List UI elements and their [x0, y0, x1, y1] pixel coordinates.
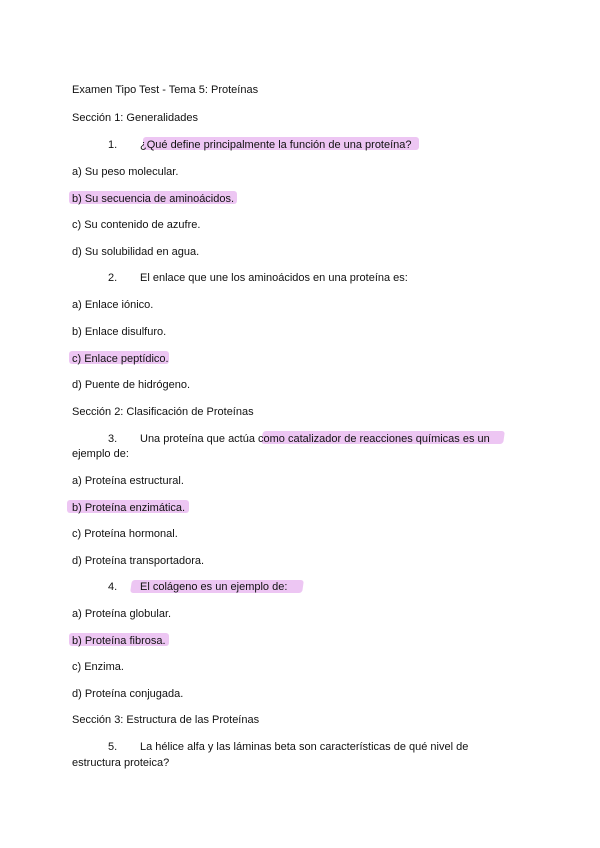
question-number: 5. — [108, 741, 118, 753]
section-heading: Sección 2: Clasificación de Proteínas — [72, 406, 254, 418]
question-5 — [108, 740, 468, 754]
question-text: ¿Qué define principalmente la función de una proteína? — [140, 139, 412, 151]
option: c) Enlace peptídico. — [72, 353, 169, 365]
question-number: 3. — [108, 433, 118, 445]
question-text: Una proteína que actúa como catalizador de reacciones químicas es un — [140, 433, 490, 445]
option: d) Proteína transportadora. — [72, 555, 205, 567]
question-text: La hélice alfa y las láminas beta son características de qué nivel de — [140, 741, 469, 753]
option: a) Enlace iónico. — [72, 299, 154, 311]
option: b) Su secuencia de aminoácidos. — [72, 193, 235, 205]
question-text: El enlace que une los aminoácidos en una proteína es: — [140, 272, 408, 284]
document-title: Examen Tipo Test - Tema 5: Proteínas — [72, 84, 259, 96]
option: c) Enzima. — [72, 661, 124, 673]
question-text-continued: estructura proteica? — [72, 757, 170, 769]
question-text: El colágeno es un ejemplo de: — [140, 581, 288, 593]
section-heading: Sección 3: Estructura de las Proteínas — [72, 714, 260, 726]
question-text-continued: ejemplo de: — [72, 448, 129, 460]
question-2 — [108, 271, 408, 285]
option: b) Enlace disulfuro. — [72, 326, 167, 338]
question-4 — [108, 580, 287, 594]
section-heading: Sección 1: Generalidades — [72, 112, 198, 124]
question-number: 1. — [108, 139, 118, 151]
question-1 — [108, 138, 412, 152]
option: a) Su peso molecular. — [72, 166, 179, 178]
option: b) Proteína enzimática. — [72, 502, 186, 514]
option: c) Proteína hormonal. — [72, 528, 178, 540]
option: d) Su solubilidad en agua. — [72, 246, 200, 258]
question-3 — [108, 432, 490, 446]
question-number: 4. — [108, 581, 118, 593]
option: d) Puente de hidrógeno. — [72, 379, 191, 391]
option: c) Su contenido de azufre. — [72, 219, 201, 231]
question-number: 2. — [108, 272, 118, 284]
option: a) Proteína estructural. — [72, 475, 184, 487]
option: a) Proteína globular. — [72, 608, 172, 620]
option: d) Proteína conjugada. — [72, 688, 184, 700]
option: b) Proteína fibrosa. — [72, 635, 166, 647]
